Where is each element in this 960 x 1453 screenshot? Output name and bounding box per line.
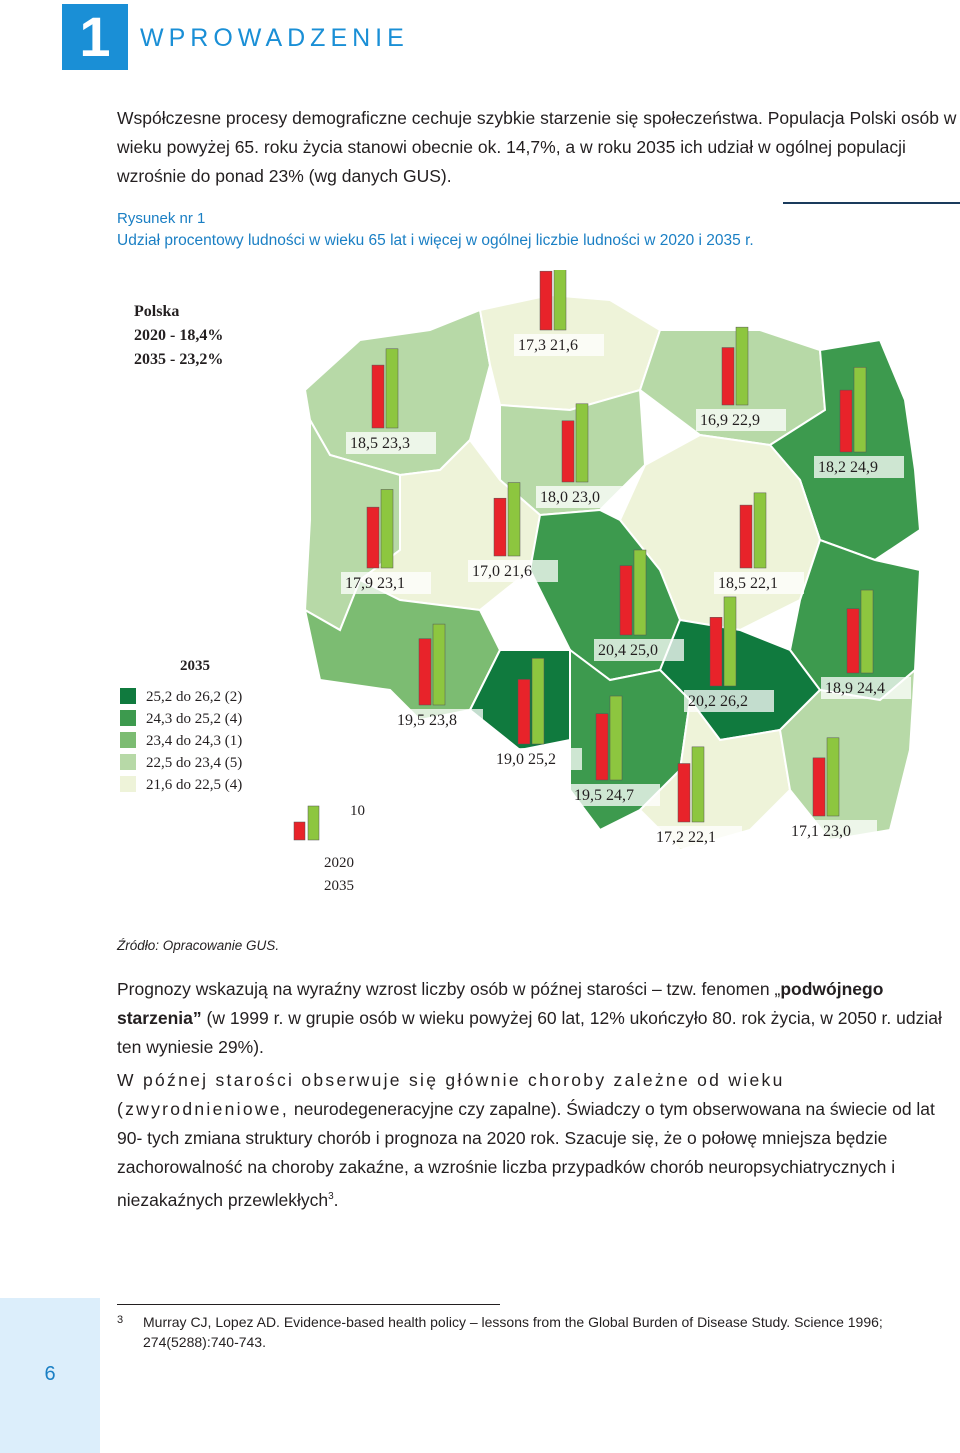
bar-2020-region-12 bbox=[419, 639, 431, 705]
bar-2020-region-13 bbox=[518, 679, 530, 744]
value-label-region-14: 19,5 24,7 bbox=[574, 787, 634, 804]
bar-2035-region-3 bbox=[736, 327, 748, 405]
value-label-region-4: 18,2 24,9 bbox=[818, 459, 878, 476]
legend-title: 2035 bbox=[180, 658, 210, 674]
summary-box bbox=[134, 303, 223, 368]
value-label-region-9: 20,4 25,0 bbox=[598, 642, 658, 659]
footnote-rule bbox=[117, 1304, 500, 1305]
legend-swatch-1 bbox=[120, 688, 136, 704]
chapter-number: 1 bbox=[62, 4, 128, 70]
chapter-title: WPROWADZENIE bbox=[140, 24, 409, 52]
legend-range-4: 22,5 do 23,4 (5) bbox=[146, 755, 243, 771]
scale-value: 10 bbox=[350, 803, 365, 819]
bar-2020-region-7 bbox=[494, 498, 506, 556]
bar-2020-region-16 bbox=[813, 758, 825, 816]
value-label-region-3: 16,9 22,9 bbox=[700, 412, 760, 429]
bar-2035-region-12 bbox=[433, 624, 445, 705]
scale-legend-2020: 2020 bbox=[324, 855, 354, 871]
bar-2020-region-11 bbox=[847, 609, 859, 673]
legend-range-3: 23,4 do 24,3 (1) bbox=[146, 733, 243, 749]
bar-2035-region-4 bbox=[854, 367, 866, 452]
bar-2020-region-9 bbox=[620, 566, 632, 635]
figure-label: Rysunek nr 1 bbox=[117, 210, 206, 227]
value-label-region-10: 20,2 26,2 bbox=[688, 693, 748, 710]
value-label-region-1: 17,3 21,6 bbox=[518, 337, 578, 354]
value-label-region-12: 19,5 23,8 bbox=[397, 712, 457, 729]
legend-range-1: 25,2 do 26,2 (2) bbox=[146, 689, 243, 705]
footnote-mark: 3 bbox=[117, 1314, 124, 1326]
value-label-region-2: 18,5 23,3 bbox=[350, 435, 410, 452]
footnote-text: Murray CJ, Lopez AD. Evidence-based health policy – lessons from the Global Burden of Disease Study. Science 1996; 274(5288):740-743. bbox=[143, 1314, 883, 1350]
paragraph-2: W późnej starości obserwuje się głównie choroby zależne od wieku (zwyrodnieniowe, neurodegeneracyjne czy zapalne). Świadczy o tym obserwowana na świecie od lat 90- tych zmiana struktury chorób i prognoza na 2020 rok. Szacuje się, że o połowę mniejsza będzie zachorowalność na choroby zakaźne, a wzrośnie liczba przypadków chorób neuropsychiatrycznych i niezakaźnych przewlekłych$^3$. bbox=[117, 1070, 935, 1210]
bar-2035-region-5 bbox=[576, 404, 588, 482]
summary-2020: 2020 - 18,4% bbox=[134, 327, 224, 344]
legend-swatch-5 bbox=[120, 776, 136, 792]
value-label-region-11: 18,9 24,4 bbox=[825, 680, 885, 697]
chart-title: Polska bbox=[134, 303, 180, 320]
figure-caption: Udział procentowy ludności w wieku 65 lat i więcej w ogólnej liczbie ludności w 2020 i 2035 r. bbox=[117, 232, 754, 249]
value-label-region-6: 17,9 23,1 bbox=[345, 575, 405, 592]
legend-range-2: 24,3 do 25,2 (4) bbox=[146, 711, 243, 727]
bar-2020-region-5 bbox=[562, 421, 574, 482]
bar-2020-region-6 bbox=[367, 507, 379, 568]
value-label-region-16: 17,1 23,0 bbox=[791, 823, 851, 840]
bar-2020-region-2 bbox=[372, 365, 384, 428]
value-label-region-8: 18,5 22,1 bbox=[718, 575, 778, 592]
figure-rule bbox=[783, 202, 960, 204]
bar-2035-region-7 bbox=[508, 483, 520, 556]
bar-2035-region-16 bbox=[827, 738, 839, 816]
bar-2035-region-8 bbox=[754, 493, 766, 568]
bar-2020-region-3 bbox=[722, 348, 734, 405]
bar-2020-region-10 bbox=[710, 617, 722, 686]
value-label-region-13: 19,0 25,2 bbox=[496, 751, 556, 768]
scale-legend-2035: 2035 bbox=[324, 878, 354, 894]
legend-swatch-4 bbox=[120, 754, 136, 770]
value-label-region-5: 18,0 23,0 bbox=[540, 489, 600, 506]
bar-2020-region-1 bbox=[540, 271, 552, 330]
bar-2035-region-6 bbox=[381, 489, 393, 568]
bar-2035-region-1 bbox=[554, 270, 566, 330]
bar-2020-region-4 bbox=[840, 390, 852, 452]
scale-bar-2035 bbox=[308, 806, 319, 840]
bar-2035-region-15 bbox=[692, 747, 704, 822]
figure-source: Źródło: Opracowanie GUS. bbox=[117, 938, 280, 953]
bar-2035-region-2 bbox=[386, 349, 398, 428]
bar-2020-region-15 bbox=[678, 764, 690, 822]
legend-swatch-3 bbox=[120, 732, 136, 748]
legend-swatch-2 bbox=[120, 710, 136, 726]
legend-range-5: 21,6 do 22,5 (4) bbox=[146, 777, 243, 793]
footnote-ref[interactable]: 3 bbox=[328, 1191, 334, 1202]
paragraph-1: Prognozy wskazują na wyraźny wzrost liczby osób w późnej starości – tzw. fenomen „podwójnego starzenia” (w 1999 r. w grupie osób w wieku powyżej 60 lat, 12% ukończyło 80. rok życia, w 2050 r. udział ten wyniesie 29%). bbox=[117, 979, 942, 1057]
bar-2020-region-14 bbox=[596, 714, 608, 780]
scale-bar-2020 bbox=[294, 822, 305, 840]
intro-paragraph: Współczesne procesy demograficzne cechuje szybkie starzenie się społeczeństwa. Populacja Polski osób w wieku powyżej 65. roku życia stanowi obecnie ok. 14,7%, a w roku 2035 ich udział w ogólnej populacji wzrośnie do ponad 23% (wg danych GUS). bbox=[117, 108, 957, 186]
scale-key bbox=[294, 803, 365, 894]
bar-2035-region-11 bbox=[861, 590, 873, 673]
value-label-region-7: 17,0 21,6 bbox=[472, 563, 532, 580]
term-double-aging: podwójnego starzenia” bbox=[117, 979, 884, 1028]
bar-2035-region-9 bbox=[634, 550, 646, 635]
bar-2035-region-10 bbox=[724, 597, 736, 686]
bar-2035-region-14 bbox=[610, 696, 622, 780]
page-number: 6 bbox=[44, 1363, 56, 1385]
value-label-region-15: 17,2 22,1 bbox=[656, 829, 716, 846]
poland-map-chart bbox=[100, 270, 960, 930]
legend bbox=[120, 658, 242, 793]
bar-2035-region-13 bbox=[532, 658, 544, 744]
bar-2020-region-8 bbox=[740, 505, 752, 568]
summary-2035: 2035 - 23,2% bbox=[134, 351, 224, 368]
